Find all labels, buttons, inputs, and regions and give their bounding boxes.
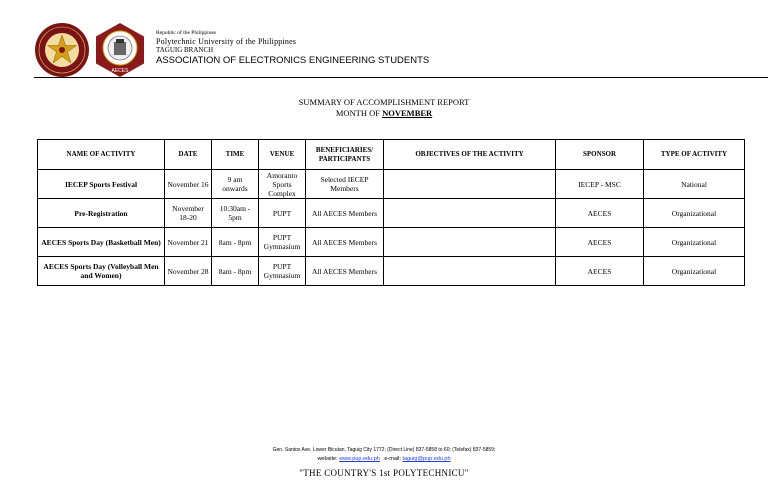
cell-type: Organizational [644, 228, 745, 257]
col-type: TYPE OF ACTIVITY [644, 140, 745, 170]
cell-time: 9 am onwards [212, 170, 259, 199]
website-link[interactable]: www.pup.edu.ph [339, 456, 380, 462]
header-divider [34, 77, 768, 78]
cell-participants: All AECES Members [306, 257, 384, 286]
col-venue: VENUE [259, 140, 306, 170]
cell-sponsor: AECES [556, 228, 644, 257]
cell-date: November 18-20 [165, 199, 212, 228]
col-objectives: OBJECTIVES OF THE ACTIVITY [384, 140, 556, 170]
aeces-logo-text: AECES [111, 68, 129, 74]
cell-objectives [384, 170, 556, 199]
footer-contact [0, 456, 768, 462]
cell-name: AECES Sports Day (Basketball Men) [38, 228, 165, 257]
report-month [0, 108, 768, 118]
cell-sponsor: AECES [556, 257, 644, 286]
letterhead [156, 31, 429, 65]
pup-taguig-seal [34, 22, 90, 78]
table-header-row [38, 140, 745, 170]
footer-address: Gen. Santos Ave. Lower Bicutan, Taguig City 1772; (Direct Line) 837-5858 to 60; (Telefax) 837-5859; [272, 447, 496, 453]
cell-type: Organizational [644, 257, 745, 286]
cell-date: November 16 [165, 170, 212, 199]
cell-participants: All AECES Members [306, 228, 384, 257]
cell-time: 8am - 8pm [212, 228, 259, 257]
cell-participants: Selected IECEP Members [306, 170, 384, 199]
cell-type: National [644, 170, 745, 199]
cell-venue: Amoranto Sports Complex [259, 170, 306, 199]
cell-venue: PUPT Gymnasium [259, 257, 306, 286]
cell-objectives [384, 199, 556, 228]
university-name: Polytechnic University of the Philippines [156, 36, 297, 46]
cell-name: Pre-Registration [38, 199, 165, 228]
email-label: e-mail: [384, 456, 403, 462]
cell-date: November 21 [165, 228, 212, 257]
email-link[interactable]: taguig@pup.edu.ph [402, 456, 451, 462]
cell-name: AECES Sports Day (Volleyball Men and Women) [38, 257, 165, 286]
branch-name: TAGUIG BRANCH [156, 45, 214, 54]
cell-participants: All AECES Members [306, 199, 384, 228]
organization-name: ASSOCIATION OF ELECTRONICS ENGINEERING STUDENTS [156, 54, 430, 66]
col-name: NAME OF ACTIVITY [38, 140, 165, 170]
accomplishment-table [37, 139, 745, 286]
cell-date: November 28 [165, 257, 212, 286]
col-time: TIME [212, 140, 259, 170]
footer-motto: "THE COUNTRY'S 1st POLYTECHNICU" [299, 468, 469, 478]
table-row [38, 257, 745, 286]
cell-sponsor: IECEP - MSC [556, 170, 644, 199]
table-row [38, 170, 745, 199]
cell-type: Organizational [644, 199, 745, 228]
month-prefix: MONTH OF [335, 108, 383, 118]
cell-name: IECEP Sports Festival [38, 170, 165, 199]
cell-time: 10:30am - 5pm [212, 199, 259, 228]
col-sponsor: SPONSOR [556, 140, 644, 170]
republic-line: Republic of the Philippines [156, 30, 217, 36]
website-label: website: [317, 456, 340, 462]
table-row [38, 199, 745, 228]
cell-objectives [384, 228, 556, 257]
col-participants: BENEFICIARIES/ PARTICIPANTS [306, 140, 384, 170]
cell-venue: PUPT Gymnasium [259, 228, 306, 257]
aeces-logo [92, 22, 148, 78]
table-row [38, 228, 745, 257]
cell-sponsor: AECES [556, 199, 644, 228]
cell-time: 8am - 8pm [212, 257, 259, 286]
col-date: DATE [165, 140, 212, 170]
month-value: NOVEMBER [382, 108, 433, 118]
report-title: SUMMARY OF ACCOMPLISHMENT REPORT [298, 97, 470, 107]
cell-venue: PUPT [259, 199, 306, 228]
cell-objectives [384, 257, 556, 286]
